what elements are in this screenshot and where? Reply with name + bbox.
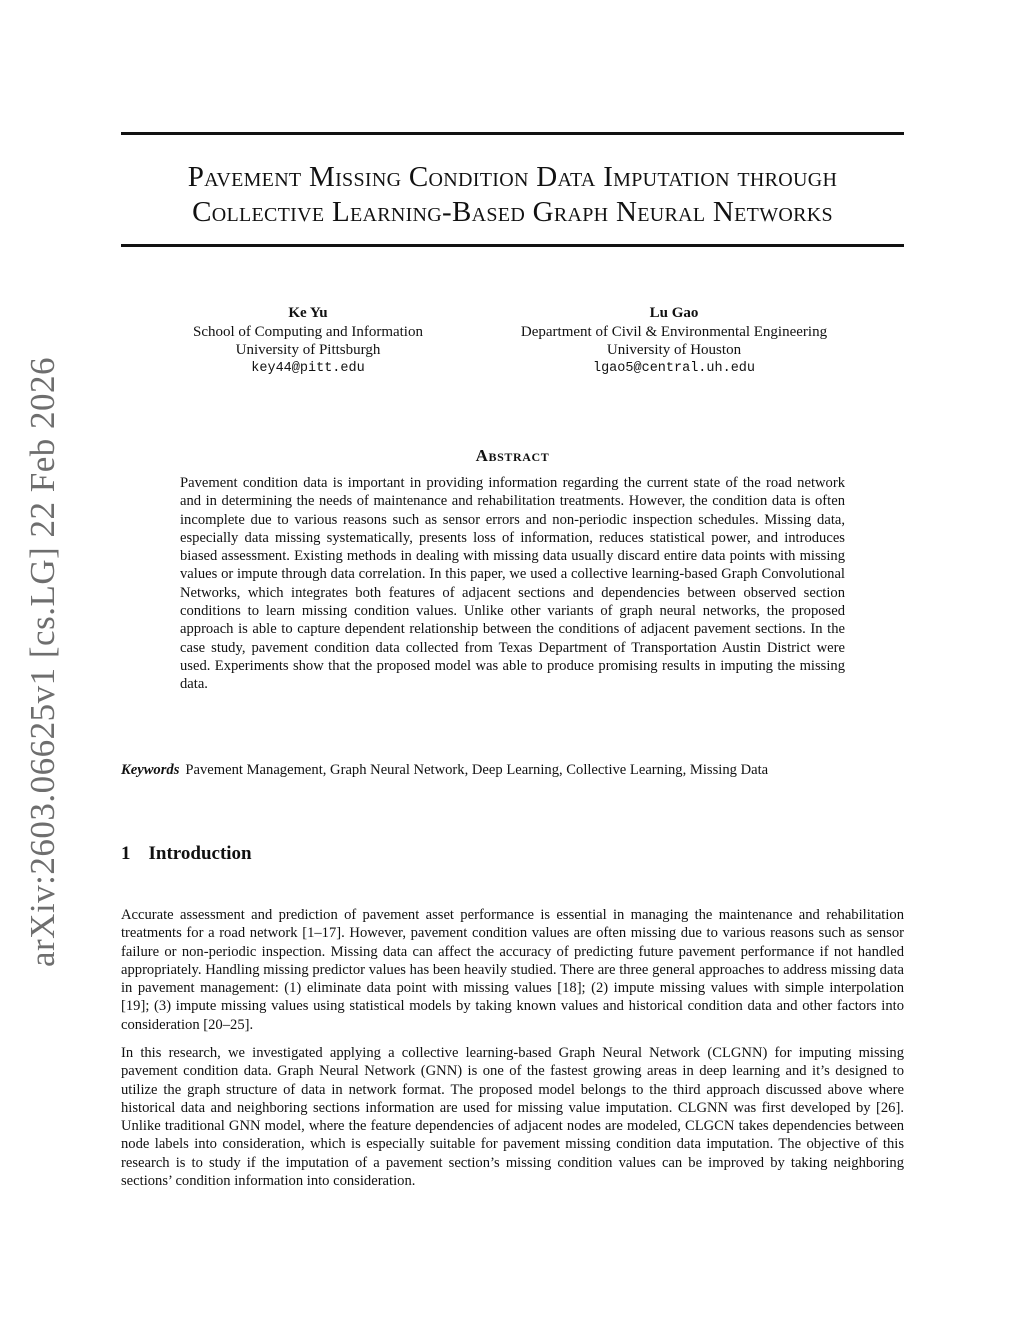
- author-name: Lu Gao: [649, 305, 699, 321]
- author-institution: University of Pittsburgh: [235, 342, 381, 358]
- intro-paragraph-1: Accurate assessment and prediction of pavement asset performance is essential in managing the maintenance and rehabilitation treatments for a road network [1–17]. However, pavement condition values are often missing due to various reasons such as sensor failure or non-periodic inspection. Missing data can affect the accuracy of predicting future pavement performance if not handled appropriately. Handling missing predictor values has been heavily studied. There are three general approaches to address missing data in pavement management: (1) eliminate data point with missing values [18]; (2) impute missing values with simple interpolation [19]; (3) impute missing values using statistical models by taking known values and historical condition data and other factors into consideration [20–25].: [121, 907, 904, 1033]
- section-title: Introduction: [148, 843, 252, 864]
- paper-title-line-2: Collective Learning-Based Graph Neural Networks: [192, 196, 833, 228]
- author-email[interactable]: lgao5@central.uh.edu: [592, 360, 756, 376]
- intro-paragraph-2: In this research, we investigated applying a collective learning-based Graph Neural Network (CLGNN) for imputing missing pavement condition data. Graph Neural Network (GNN) is one of the fastest growing areas in deep learning and it’s designed to utilize the graph structure of data in network format. The proposed model belongs to the third approach discussed above where historical data and neighboring sections information are used for missing value imputation. CLGNN was first developed by [26]. Unlike traditional GNN model, where the feature dependencies of adjacent nodes are modeled, CLGCN takes dependencies between node labels into consideration, which is especially suitable for pavement missing condition data imputation. The objective of this research is to study if the imputation of a pavement section’s missing condition values can be improved by taking neighboring sections’ condition information into consideration.: [121, 1045, 904, 1190]
- author-affiliation: School of Computing and Information: [193, 323, 423, 340]
- author-block-1: [108, 304, 508, 378]
- title-bottom-rule: [121, 244, 904, 247]
- paper-title-line-1: Pavement Missing Condition Data Imputation through: [187, 161, 838, 193]
- paper-title: [121, 160, 904, 230]
- keywords-text: Pavement Management, Graph Neural Network, Deep Learning, Collective Learning, Missing Data: [185, 762, 769, 778]
- section-heading: [121, 843, 252, 865]
- author-institution: University of Houston: [606, 342, 742, 358]
- author-affiliation: Department of Civil & Environmental Engineering: [520, 323, 828, 340]
- section-number: 1: [121, 843, 131, 864]
- keywords-label: Keywords: [121, 762, 180, 778]
- arxiv-side-stamp: arXiv:2603.06625v1 [cs.LG] 22 Feb 2026: [23, 356, 62, 968]
- author-block-2: [474, 304, 874, 378]
- keywords: [121, 762, 904, 779]
- title-top-rule: [121, 132, 904, 135]
- author-email[interactable]: key44@pitt.edu: [251, 360, 365, 376]
- author-name: Ke Yu: [288, 305, 328, 321]
- abstract-heading: Abstract: [475, 446, 550, 465]
- abstract-text: Pavement condition data is important in providing information regarding the current state of the road network and in determining the needs of maintenance and rehabilitation treatments. However, the condition data is often incomplete due to various reasons such as sensor errors and non-periodic inspection schedules. Missing data, especially data missing systematically, presents loss of information, reduces statistical power, and introduces biased assessment. Existing methods in dealing with missing data usually discard entire data points with missing values or impute through data correlation. In this paper, we used a collective learning-based Graph Convolutional Networks, which integrates both features of adjacent sections and dependencies between observed section conditions to learn missing condition values. Unlike other variants of graph neural networks, the proposed approach is able to capture dependent relationship between the conditions of adjacent pavement sections. In the case study, pavement condition data collected from Texas Department of Transportation Austin District were used. Experiments show that the proposed model was able to produce promising results in imputing the missing data.: [180, 475, 845, 693]
